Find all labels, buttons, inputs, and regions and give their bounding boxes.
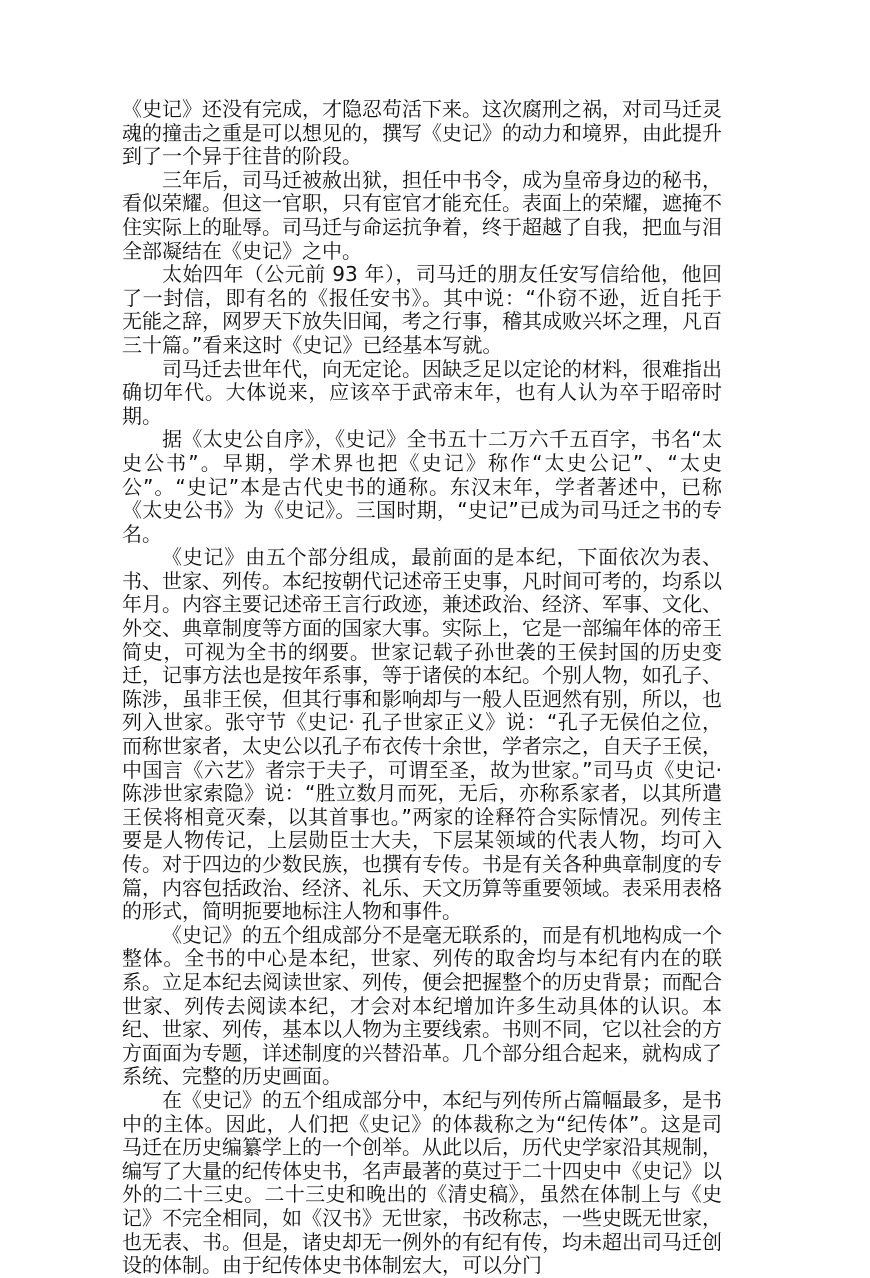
paragraph: 据《太史公自序》，《史记》全书五十二万六千五百字，书名“太史公书”。早期，学术界也把《史记》称作“太史公记”、“太史公”。“史记”本是古代史书的通称。东汉末年，学者著述中，已称《太史公书》为《史记》。三国时期，“史记”已成为司马迁之书的专名。 — [122, 427, 722, 546]
paragraph: 太始四年（公元前 93 年），司马迁的朋友任安写信给他，他回了一封信，即有名的《报任安书》。其中说：“仆窃不逊，近自托于无能之辞，网罗天下放失旧闻，考之行事，稽其成败兴坏之理，凡百三十篇。”看来这时《史记》已经基本写就。 — [122, 262, 722, 357]
paragraph: 三年后，司马迁被赦出狱，担任中书令，成为皇帝身边的秘书，看似荣耀。但这一官职，只有宦官才能充任。表面上的荣耀，遮掩不住实际上的耻辱。司马迁与命运抗争着，终于超越了自我，把血与泪全部凝结在《史记》之中。 — [122, 167, 722, 263]
document-page — [122, 98, 722, 1278]
paragraph: 在《史记》的五个组成部分中，本纪与列传所占篇幅最多，是书中的主体。因此，人们把《史记》的体裁称之为“纪传体”。这是司马迁在历史编纂学上的一个创举。从此以后，历代史学家沿其规制，编写了大量的纪传体史书，名声最著的莫过于二十四史中《史记》以外的二十三史。二十三史和晚出的《清史稿》，虽然在体制上与《史记》不完全相同，如《汉书》无世家，书改称志，一些史既无世家，也无表、书。但是，诸史却无一例外的有纪有传，均未超出司马迁创设的体制。由于纪传体史书体制宏大，可以分门 — [122, 1087, 722, 1278]
paragraph: 《史记》还没有完成，才隐忍苟活下来。这次腐刑之祸，对司马迁灵魂的撞击之重是可以想见的，撰写《史记》的动力和境界，由此提升到了一个异于往昔的阶段。 — [122, 97, 722, 169]
paragraph: 《史记》由五个部分组成，最前面的是本纪，下面依次为表、书、世家、列传。本纪按朝代记述帝王史事，凡时间可考的，均系以年月。内容主要记述帝王言行政迹，兼述政治、经济、军事、文化、外交、典章制度等方面的国家大事。实际上，它是一部编年体的帝王简史，可视为全书的纲要。世家记载子孙世袭的王侯封国的历史变迁，记事方法也是按年系事，等于诸侯的本纪。个别人物，如孔子、陈涉，虽非王侯，但其行事和影响却与一般人臣迥然有别，所以，也列入世家。张守节《史记· 孔子世家正义》说：“孔子无侯伯之位，而称世家者，太史公以孔子布衣传十余世，学者宗之，自天子王侯，中国言《六艺》者宗于夫子，可谓至圣，故为世家。”司马贞《史记· 陈涉世家索隐》说：“胜立数月而死，无后，亦称系家者，以其所遣王侯将相竟灭秦，以其首事也。”两家的诠释符合实际情况。列传主要是人物传记，上层勋臣士大夫，下层某领域的代表人物，均可入传。对于四边的少数民族，也撰有专传。书是有关各种典章制度的专篇，内容包括政治、经济、礼乐、天文历算等重要领域。表采用表格的形式，简明扼要地标注人物和事件。 — [122, 545, 722, 924]
paragraph: 司马迁去世年代，向无定论。因缺乏足以定论的材料，很难指出确切年代。大体说来，应该卒于武帝末年，也有人认为卒于昭帝时期。 — [122, 356, 722, 428]
paragraph: 《史记》的五个组成部分不是毫无联系的，而是有机地构成一个整体。全书的中心是本纪，世家、列传的取舍均与本纪有内在的联系。立足本纪去阅读世家、列传，便会把握整个的历史背景；而配合世家、列传去阅读本纪，才会对本纪增加许多生动具体的认识。本纪、世家、列传，基本以人物为主要线索。书则不同，它以社会的方方面面为专题，详述制度的兴替沿革。几个部分组合起来，就构成了系统、完整的历史画面。 — [122, 922, 722, 1089]
